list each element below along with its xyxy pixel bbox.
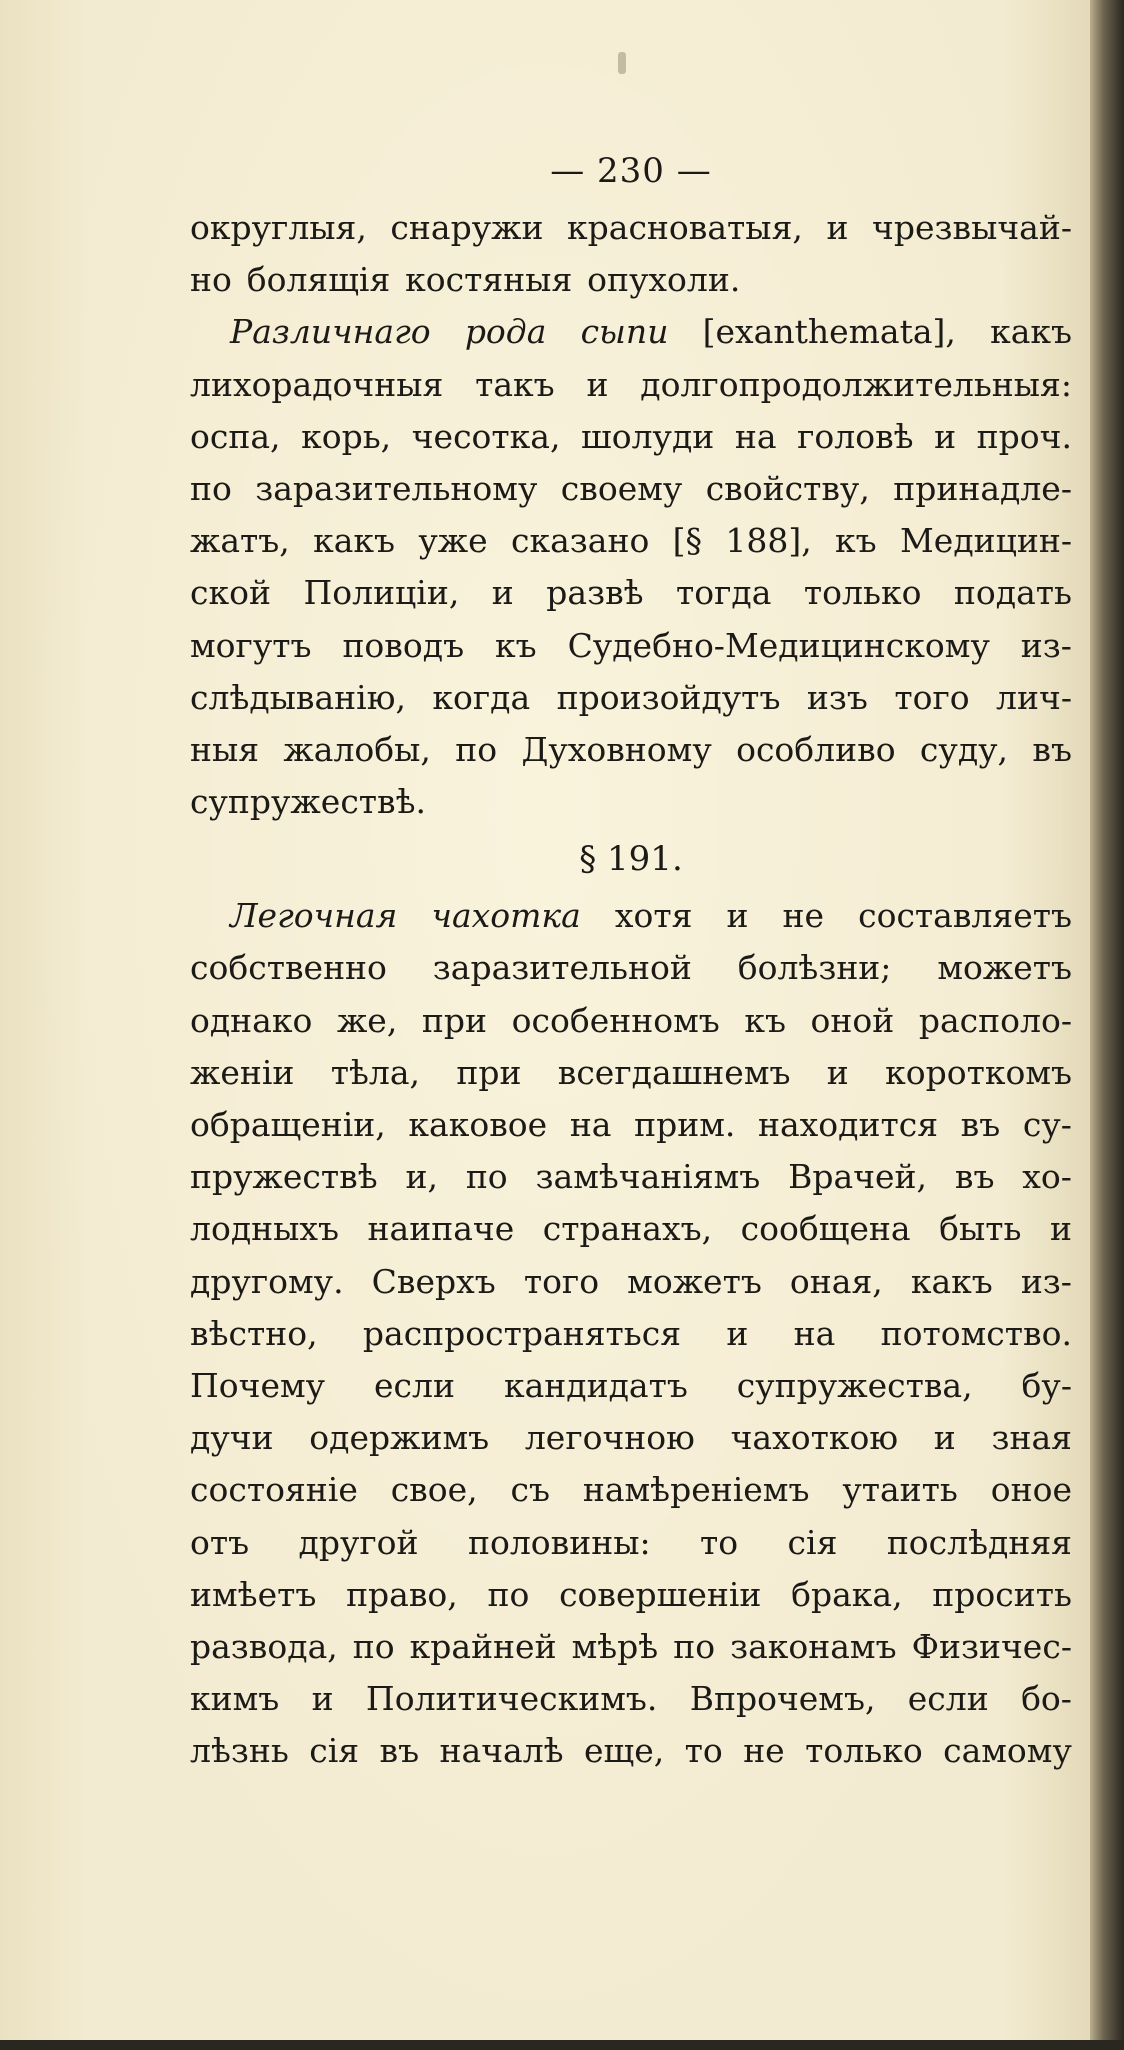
text-line <box>190 411 1072 463</box>
word: лѣзнь <box>190 1731 289 1771</box>
text-line <box>190 620 1072 672</box>
text-line <box>190 1099 1072 1151</box>
word: такъ <box>475 364 555 404</box>
word: сказано <box>511 521 650 561</box>
text-line <box>190 306 1072 358</box>
word: если <box>907 1679 989 1719</box>
word: составляетъ <box>858 896 1072 936</box>
word: снаружи <box>390 208 544 247</box>
word: чахоткою <box>730 1418 899 1458</box>
word: крайней <box>409 1626 557 1666</box>
text-line <box>190 1151 1072 1203</box>
word: долгопродолжительныя: <box>640 364 1072 404</box>
word: всегдашнемъ <box>557 1052 791 1092</box>
word: началѣ <box>439 1731 564 1771</box>
word: другому. <box>190 1261 344 1301</box>
word: того <box>523 1261 600 1301</box>
word: наипаче <box>367 1209 515 1249</box>
word: суду, <box>919 729 1009 769</box>
word: и <box>491 573 514 613</box>
word: развѣ <box>546 573 644 613</box>
word: шолуди <box>581 416 715 456</box>
word: развода, <box>190 1626 338 1666</box>
word: слѣдыванію, <box>190 677 406 717</box>
text-line <box>190 672 1072 724</box>
word: можетъ <box>627 1261 762 1301</box>
word: съ <box>510 1470 550 1510</box>
text-line <box>190 1621 1072 1673</box>
word: но <box>190 260 232 300</box>
text-line <box>190 724 1072 776</box>
text-line <box>190 359 1072 411</box>
word: и <box>826 1052 849 1092</box>
text-line <box>190 1673 1072 1725</box>
word: распространяться <box>362 1313 682 1353</box>
word: къ <box>495 625 537 665</box>
page-number: — 230 — <box>550 151 712 191</box>
word: уже <box>418 521 488 561</box>
word: округлыя, <box>190 208 367 247</box>
text-line <box>190 890 1072 942</box>
word: [§ <box>672 521 703 561</box>
word: тогда <box>676 573 772 613</box>
word: оной <box>810 1000 895 1040</box>
word: не <box>743 1731 785 1771</box>
word: по <box>190 468 232 508</box>
word: свое, <box>390 1470 478 1510</box>
paragraph-2 <box>190 890 1072 1777</box>
word: Легочная <box>230 896 398 936</box>
word: заразительному <box>255 468 538 508</box>
word: рода <box>464 312 547 352</box>
word: кимъ <box>190 1679 280 1719</box>
text-line <box>190 1464 1072 1516</box>
word: по <box>673 1626 716 1666</box>
word: и <box>726 1313 749 1353</box>
word: поводъ <box>342 625 465 665</box>
text-line <box>190 1725 1072 1777</box>
word: законамъ <box>730 1626 897 1666</box>
word: су- <box>1022 1105 1072 1144</box>
word: болящія <box>246 260 391 300</box>
word: ской <box>190 573 271 613</box>
text-line <box>190 1412 1072 1464</box>
word: Физичес- <box>911 1626 1072 1666</box>
word: при <box>456 1052 522 1092</box>
word: по <box>465 1157 508 1197</box>
word: обращеніи, <box>190 1105 386 1144</box>
word: и <box>726 896 749 936</box>
word: и, <box>405 1157 438 1197</box>
word: послѣдняя <box>886 1522 1072 1562</box>
word: если <box>374 1365 456 1405</box>
word: пружествѣ <box>190 1157 378 1197</box>
word: сообщена <box>740 1209 911 1249</box>
text-line <box>190 1360 1072 1412</box>
word: оная, <box>789 1261 883 1301</box>
text-line <box>190 254 1072 306</box>
word: того <box>894 677 970 717</box>
word: Сверхъ <box>371 1261 496 1301</box>
text-line <box>190 202 1072 254</box>
word: оспа, <box>190 416 281 456</box>
word: женіи <box>190 1052 295 1092</box>
word: сія <box>787 1522 838 1562</box>
word: прим. <box>634 1105 736 1144</box>
word: хо- <box>1022 1157 1072 1197</box>
text-line <box>190 1308 1072 1360</box>
text-line <box>190 1569 1072 1621</box>
word: супружества, <box>736 1365 973 1405</box>
word: еще, <box>583 1731 665 1771</box>
word: имѣетъ <box>190 1574 317 1614</box>
word: чрезвычай- <box>872 208 1072 247</box>
word: же, <box>336 1000 398 1040</box>
word: утаить <box>842 1470 958 1510</box>
word: по <box>455 729 498 769</box>
word: [exanthemata], <box>702 312 956 352</box>
text-line <box>190 1517 1072 1569</box>
word: по <box>487 1574 530 1614</box>
page-text <box>190 140 1072 1777</box>
word: и <box>826 208 849 247</box>
text-line <box>190 1203 1072 1255</box>
word: опухоли. <box>587 260 741 300</box>
word: и <box>311 1679 334 1719</box>
word: дучи <box>190 1418 274 1458</box>
word: отъ <box>190 1522 250 1562</box>
word: красноватыя, <box>567 208 803 247</box>
word: проч. <box>976 416 1072 456</box>
word: Полиціи, <box>303 573 460 613</box>
word: въ <box>954 1157 995 1197</box>
word: лич- <box>996 677 1072 717</box>
word: только <box>805 1731 923 1771</box>
text-line <box>190 463 1072 515</box>
word: Духовному <box>521 729 712 769</box>
word: сыпи <box>580 312 669 352</box>
word: находится <box>758 1105 939 1144</box>
word: и <box>1050 1209 1072 1249</box>
word: своему <box>560 468 683 508</box>
word: 188], <box>725 521 812 561</box>
word: быть <box>939 1209 1022 1249</box>
word: какъ <box>910 1261 993 1301</box>
word: на <box>734 416 777 456</box>
word: корь, <box>301 416 392 456</box>
word: и <box>586 364 609 404</box>
book-spine-edge <box>1090 0 1124 2050</box>
word: сія <box>309 1731 360 1771</box>
word: супружествѣ. <box>190 782 427 822</box>
word: Политическимъ. <box>365 1679 658 1719</box>
text-line <box>190 1256 1072 1308</box>
word: зная <box>991 1418 1072 1458</box>
word: половины: <box>467 1522 651 1562</box>
word: жалобы, <box>283 729 431 769</box>
word: жатъ, <box>190 521 290 561</box>
word: каковое <box>408 1105 548 1144</box>
word: вѣстно, <box>190 1313 318 1353</box>
word: совершеніи <box>559 1574 762 1614</box>
word: из- <box>1020 625 1072 665</box>
paragraph-1 <box>190 202 1072 828</box>
word: просить <box>932 1574 1072 1614</box>
word: особенномъ <box>511 1000 720 1040</box>
word: потомство. <box>880 1313 1072 1353</box>
word: другой <box>298 1522 419 1562</box>
word: Медицин- <box>900 521 1072 561</box>
word: мѣрѣ <box>571 1626 659 1666</box>
word: короткомъ <box>885 1052 1072 1092</box>
word: Различнаго <box>230 312 431 352</box>
word: однако <box>190 1000 313 1040</box>
word: оное <box>990 1470 1072 1510</box>
word: чесотка, <box>411 416 561 456</box>
word: из- <box>1020 1261 1072 1301</box>
word: хотя <box>614 896 693 936</box>
text-line <box>190 567 1072 619</box>
word: самому <box>943 1731 1072 1771</box>
word: какъ <box>990 312 1072 352</box>
word: какъ <box>313 521 396 561</box>
word: заразительной <box>432 948 692 988</box>
word: лихорадочныя <box>190 364 444 404</box>
word: въ <box>379 1731 420 1771</box>
word: и <box>933 1418 956 1458</box>
word: принадле- <box>893 468 1072 508</box>
word: ныя <box>190 729 260 769</box>
text-line <box>190 942 1072 994</box>
word: не <box>782 896 825 936</box>
word: Впрочемъ, <box>689 1679 876 1719</box>
word: Почему <box>190 1365 326 1405</box>
word: на <box>793 1313 836 1353</box>
word: кандидатъ <box>503 1365 688 1405</box>
word: то <box>684 1731 723 1771</box>
word: къ <box>835 521 877 561</box>
text-line <box>190 995 1072 1047</box>
word: въ <box>1032 729 1072 769</box>
word: брака, <box>791 1574 903 1614</box>
word: тѣла, <box>330 1052 421 1092</box>
word: при <box>421 1000 488 1040</box>
word: право, <box>346 1574 458 1614</box>
section-heading: § 191. <box>579 839 683 880</box>
word: бу- <box>1021 1365 1072 1405</box>
word: головѣ <box>797 416 914 456</box>
text-line <box>190 1047 1072 1099</box>
text-line <box>190 776 1072 828</box>
word: болѣзни; <box>737 948 892 988</box>
word: чахотка <box>431 896 581 936</box>
word: Судебно-Медицинскому <box>567 625 990 665</box>
word: когда <box>432 677 531 717</box>
word: намѣреніемъ <box>582 1470 810 1510</box>
word: свойству, <box>705 468 870 508</box>
word: въ <box>960 1105 1001 1144</box>
word: къ <box>744 1000 786 1040</box>
word: располо- <box>918 1000 1072 1040</box>
word: особливо <box>736 729 896 769</box>
word: то <box>700 1522 739 1562</box>
word: на <box>569 1105 612 1144</box>
word: могутъ <box>190 625 312 665</box>
word: произойдутъ <box>556 677 781 717</box>
word: замѣчаніямъ <box>535 1157 761 1197</box>
page-bottom-edge <box>0 2040 1124 2050</box>
word: легочною <box>524 1418 695 1458</box>
word: можетъ <box>937 948 1072 988</box>
word: только <box>803 573 922 613</box>
word: Врачей, <box>788 1157 928 1197</box>
word: костяныя <box>405 260 573 300</box>
word: лодныхъ <box>190 1209 340 1249</box>
word: бо- <box>1021 1679 1072 1719</box>
word: по <box>352 1626 395 1666</box>
ink-stain <box>618 52 626 74</box>
text-line <box>190 515 1072 567</box>
word: состояніе <box>190 1470 358 1510</box>
word: собственно <box>190 948 387 988</box>
word: изъ <box>806 677 868 717</box>
word: и <box>934 416 957 456</box>
word: странахъ, <box>542 1209 713 1249</box>
word: одержимъ <box>309 1418 490 1458</box>
word: подать <box>953 573 1072 613</box>
